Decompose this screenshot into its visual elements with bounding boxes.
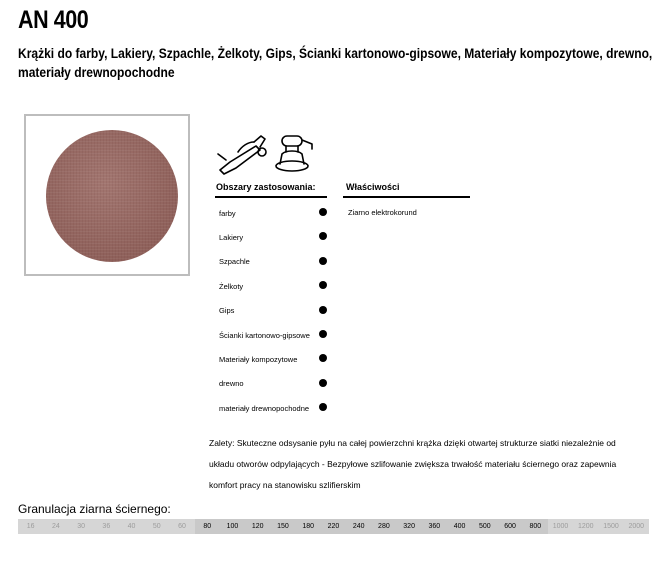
grit-value-available: 100 bbox=[220, 519, 245, 534]
application-marker-dot bbox=[319, 257, 327, 265]
application-item-label: Materiały kompozytowe bbox=[219, 355, 298, 365]
application-item-label: Ścianki kartonowo-gipsowe bbox=[219, 330, 310, 340]
grit-value-available: 80 bbox=[195, 519, 220, 534]
product-title: AN 400 bbox=[18, 6, 89, 34]
application-marker-dot bbox=[319, 208, 327, 216]
grit-value-available: 180 bbox=[296, 519, 321, 534]
application-item bbox=[219, 201, 331, 225]
product-image-frame bbox=[24, 114, 190, 276]
grit-value-available: 320 bbox=[397, 519, 422, 534]
grit-value-unavailable: 1200 bbox=[577, 523, 594, 530]
grit-value-unavailable: 24 bbox=[51, 523, 60, 530]
grit-value-available: 600 bbox=[497, 519, 522, 534]
grit-value-unavailable: 36 bbox=[102, 523, 111, 530]
application-item-label: drewno bbox=[219, 379, 244, 389]
application-item bbox=[219, 323, 331, 347]
application-item-label: Szpachle bbox=[219, 257, 250, 267]
grit-value-unavailable: 2000 bbox=[628, 523, 645, 530]
application-item-label: farby bbox=[219, 208, 236, 218]
application-item bbox=[219, 274, 331, 298]
product-subtitle: Krążki do farby, Lakiery, Szpachle, Żelkoty, Gips, Ścianki kartonowo-gipsowe, Materiały kompozytowe, drewno, materiały drewnopochodne bbox=[18, 45, 653, 80]
application-marker-dot bbox=[319, 379, 327, 387]
grit-value-available: 120 bbox=[245, 519, 270, 534]
tool-icons bbox=[216, 130, 316, 181]
grit-value-available: 240 bbox=[346, 519, 371, 534]
grit-value-available: 500 bbox=[472, 519, 497, 534]
application-item-label: Żelkoty bbox=[219, 281, 244, 291]
properties-grain: Ziarno elektrokorund bbox=[348, 208, 417, 217]
grit-value-unavailable: 60 bbox=[178, 523, 186, 530]
application-item bbox=[219, 299, 331, 323]
application-item bbox=[219, 347, 331, 371]
grit-value-unavailable: 40 bbox=[127, 523, 136, 530]
properties-header: Właściwości bbox=[346, 182, 400, 192]
application-item bbox=[219, 396, 331, 420]
grit-value-available: 800 bbox=[523, 519, 548, 534]
application-marker-dot bbox=[319, 330, 327, 338]
application-marker-dot bbox=[319, 232, 327, 240]
grit-label: Granulacja ziarna ściernego: bbox=[18, 502, 171, 516]
grit-scale bbox=[18, 519, 649, 534]
grit-value-available: 220 bbox=[321, 519, 346, 534]
application-item bbox=[219, 250, 331, 274]
grit-value-available: 150 bbox=[270, 519, 295, 534]
properties-header-rule bbox=[343, 196, 470, 198]
application-marker-dot bbox=[319, 281, 327, 289]
application-marker-dot bbox=[319, 306, 327, 314]
application-header: Obszary zastosowania: bbox=[216, 182, 316, 192]
grit-value-unavailable: 1000 bbox=[552, 523, 569, 530]
application-item-label: Lakiery bbox=[219, 233, 244, 243]
grit-value-unavailable: 16 bbox=[26, 523, 35, 530]
abrasive-disc-image bbox=[46, 130, 178, 262]
angle-grinder-icon bbox=[218, 136, 266, 174]
application-item-label: materiały drewnopochodne bbox=[219, 403, 310, 413]
grit-value-available: 280 bbox=[371, 519, 396, 534]
application-item-label: Gips bbox=[219, 306, 235, 316]
orbital-sander-icon bbox=[276, 136, 312, 171]
application-item bbox=[219, 225, 331, 249]
grit-value-unavailable: 30 bbox=[77, 523, 85, 530]
application-marker-dot bbox=[319, 354, 327, 362]
application-list bbox=[219, 201, 331, 421]
grit-value-available: 360 bbox=[422, 519, 447, 534]
application-header-rule bbox=[215, 196, 327, 198]
application-item bbox=[219, 372, 331, 396]
grit-value-unavailable: 1500 bbox=[603, 523, 619, 530]
grit-value-available: 400 bbox=[447, 519, 472, 534]
benefits-text: Zalety: Skuteczne odsysanie pyłu na całej powierzchni krążka dzięki otwartej strukturze siatki niezależnie od układu otworów odpylających - Bezpyłowe szlifowanie zwiększa trwałość materiału ściernego oraz zapewnia komfort pracy na stanowisku szlifierskim bbox=[209, 438, 617, 490]
application-marker-dot bbox=[319, 403, 327, 411]
grit-value-unavailable: 50 bbox=[152, 523, 161, 530]
